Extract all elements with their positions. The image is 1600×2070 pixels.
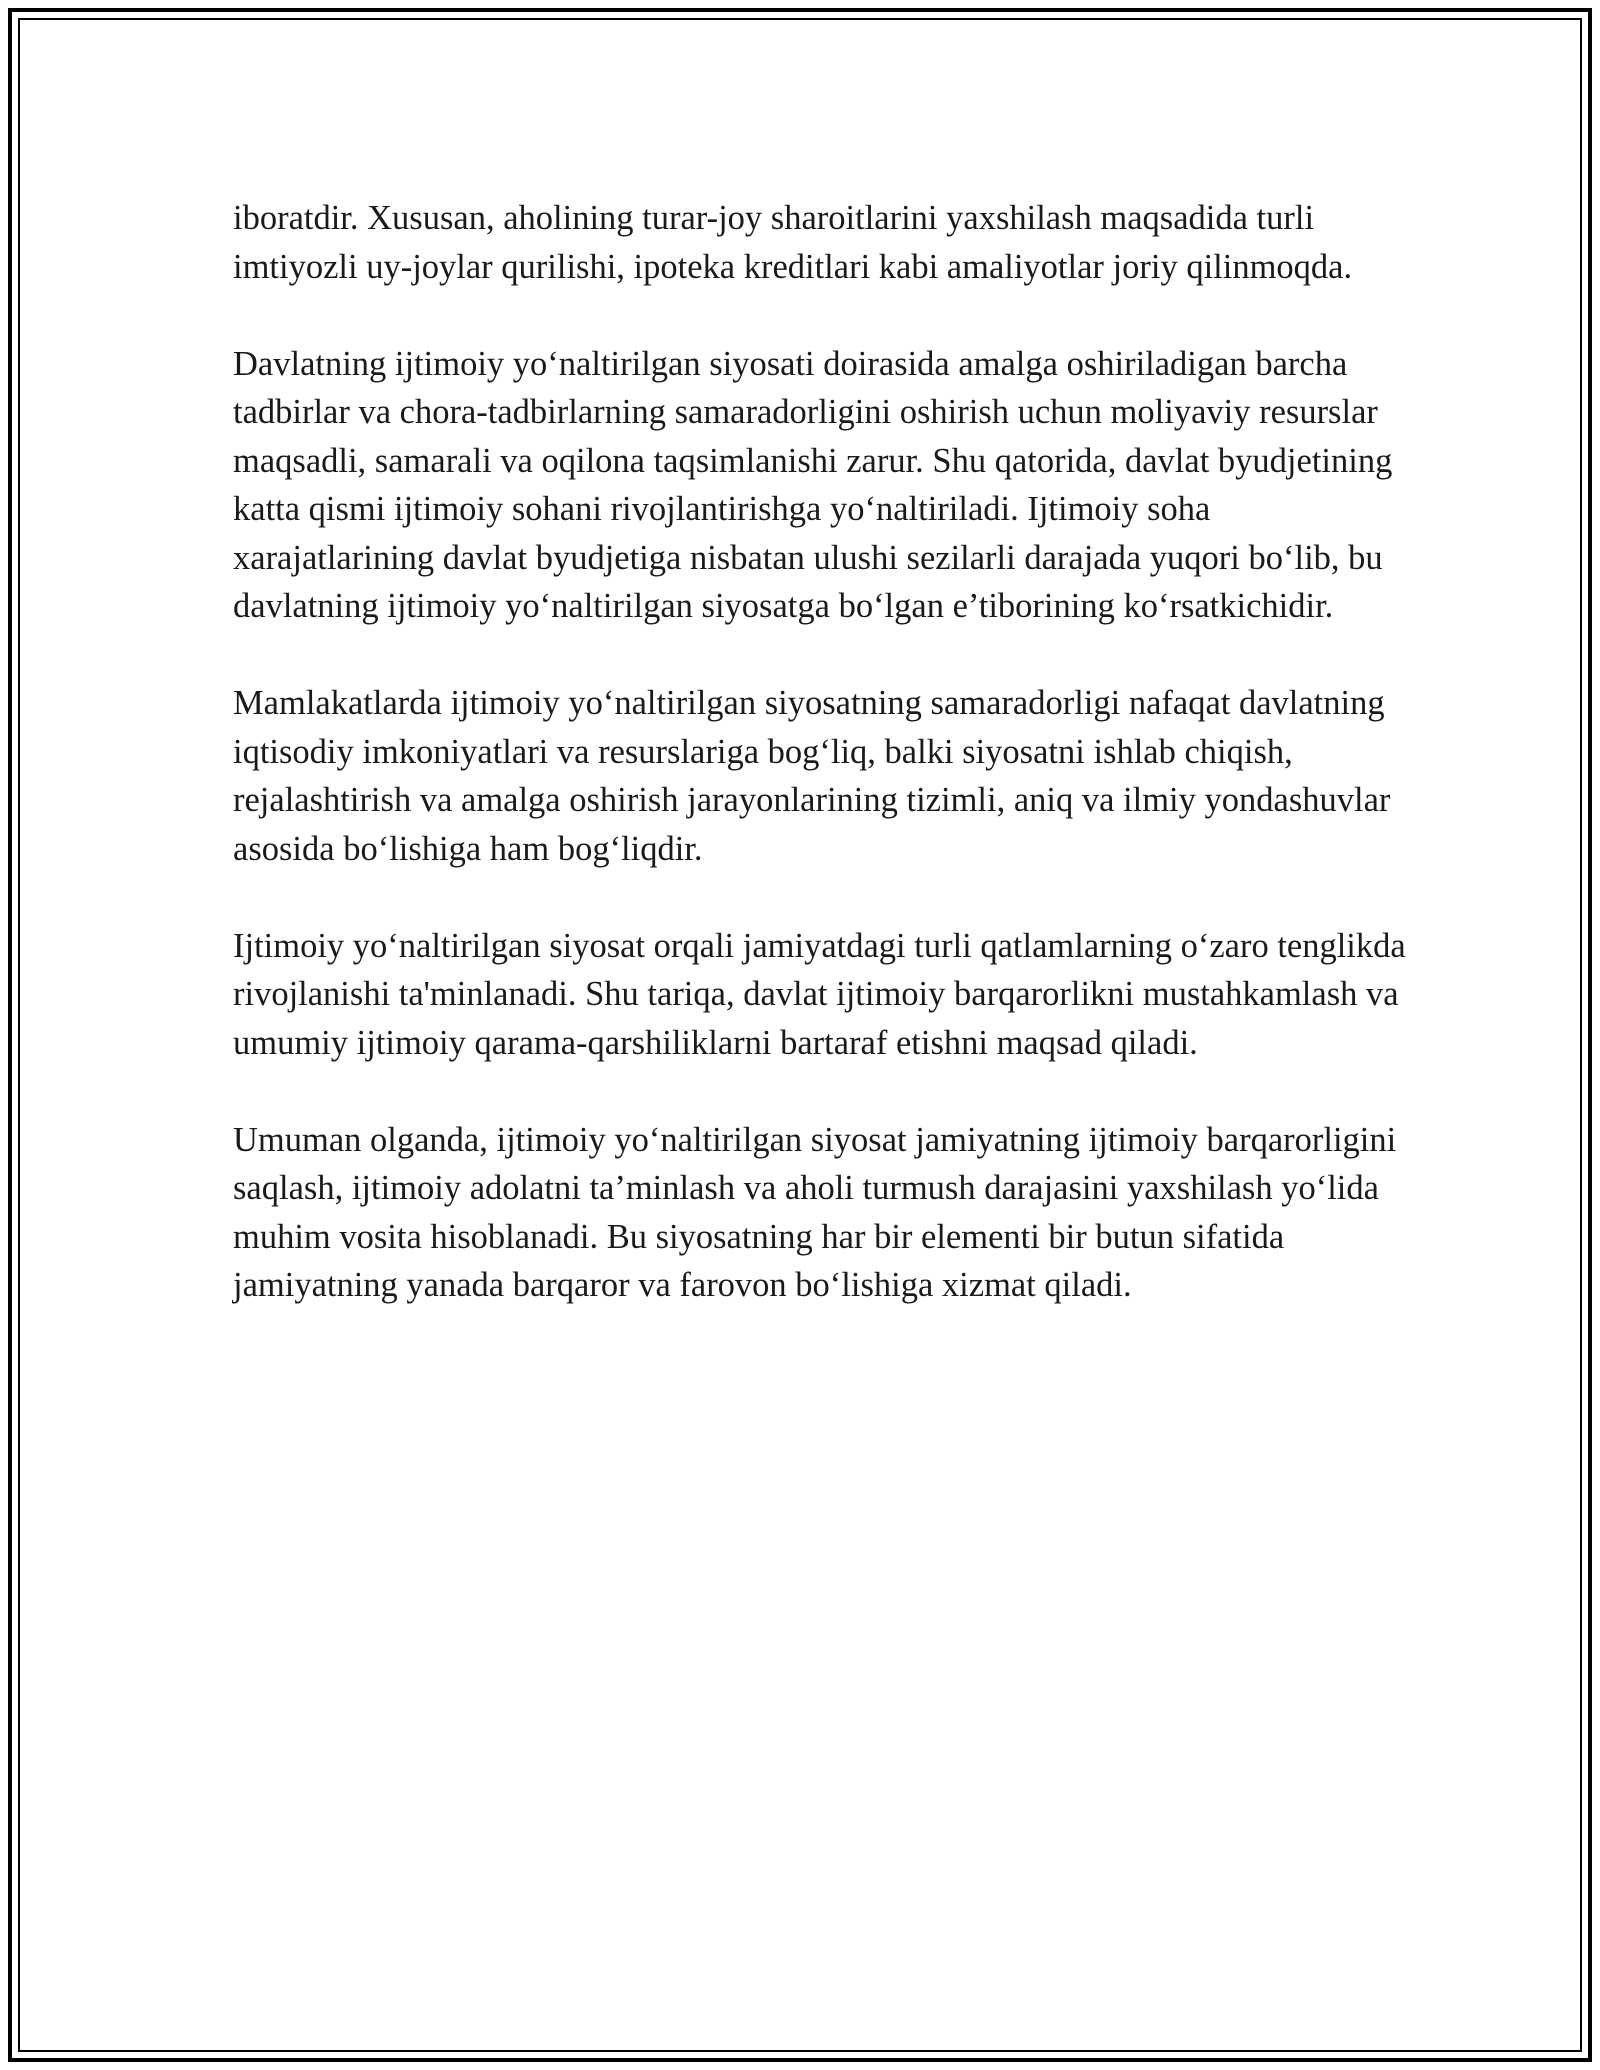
- paragraph: iboratdir. Xususan, aholining turar-joy sharoitlarini yaxshilash maqsadida turli imtiyozli uy-joylar qurilishi, ipoteka kreditlari kabi amaliyotlar joriy qilinmoqda.: [233, 199, 1353, 286]
- paragraph: Ijtimoiy yo‘naltirilgan siyosat orqali jamiyatdagi turli qatlamlarning o‘zaro tenglikda rivojlanishi ta'minlanadi. Shu tariqa, davlat ijtimoiy barqarorlikni mustahkamlash va umumiy ijtimoiy qarama-qarshiliklarni bartaraf etishni maqsad qiladi.: [233, 926, 1406, 1062]
- document-body: [233, 194, 1413, 1358]
- page-frame: [8, 8, 1592, 2062]
- paragraph: Davlatning ijtimoiy yo‘naltirilgan siyosati doirasida amalga oshiriladigan barcha tadbirlar va chora-tadbirlarning samaradorligini oshirish uchun moliyaviy resurslar maqsadli, samarali va oqilona taqsimlanishi zarur. Shu qatorida, davlat byudjetining katta qismi ijtimoiy sohani rivojlantirishga yo‘naltiriladi. Ijtimoiy soha xarajatlarining davlat byudjetiga nisbatan ulushi sezilarli darajada yuqori bo‘lib, bu davlatning ijtimoiy yo‘naltirilgan siyosatga bo‘lgan e’tiborining ko‘rsatkichidir.: [233, 344, 1393, 625]
- paragraph: Umuman olganda, ijtimoiy yo‘naltirilgan siyosat jamiyatning ijtimoiy barqarorligini saqlash, ijtimoiy adolatni ta’minlash va aholi turmush darajasini yaxshilash yo‘lida muhim vosita hisoblanadi. Bu siyosatning har bir elementi bir butun sifatida jamiyatning yanada barqaror va farovon bo‘lishiga xizmat qiladi.: [233, 1120, 1397, 1304]
- paragraph: Mamlakatlarda ijtimoiy yo‘naltirilgan siyosatning samaradorligi nafaqat davlatning iqtisodiy imkoniyatlari va resurslariga bog‘liq, balki siyosatni ishlab chiqish, rejalashtirish va amalga oshirish jarayonlarining tizimli, aniq va ilmiy yondashuvlar asosida bo‘lishiga ham bog‘liqdir.: [233, 684, 1391, 868]
